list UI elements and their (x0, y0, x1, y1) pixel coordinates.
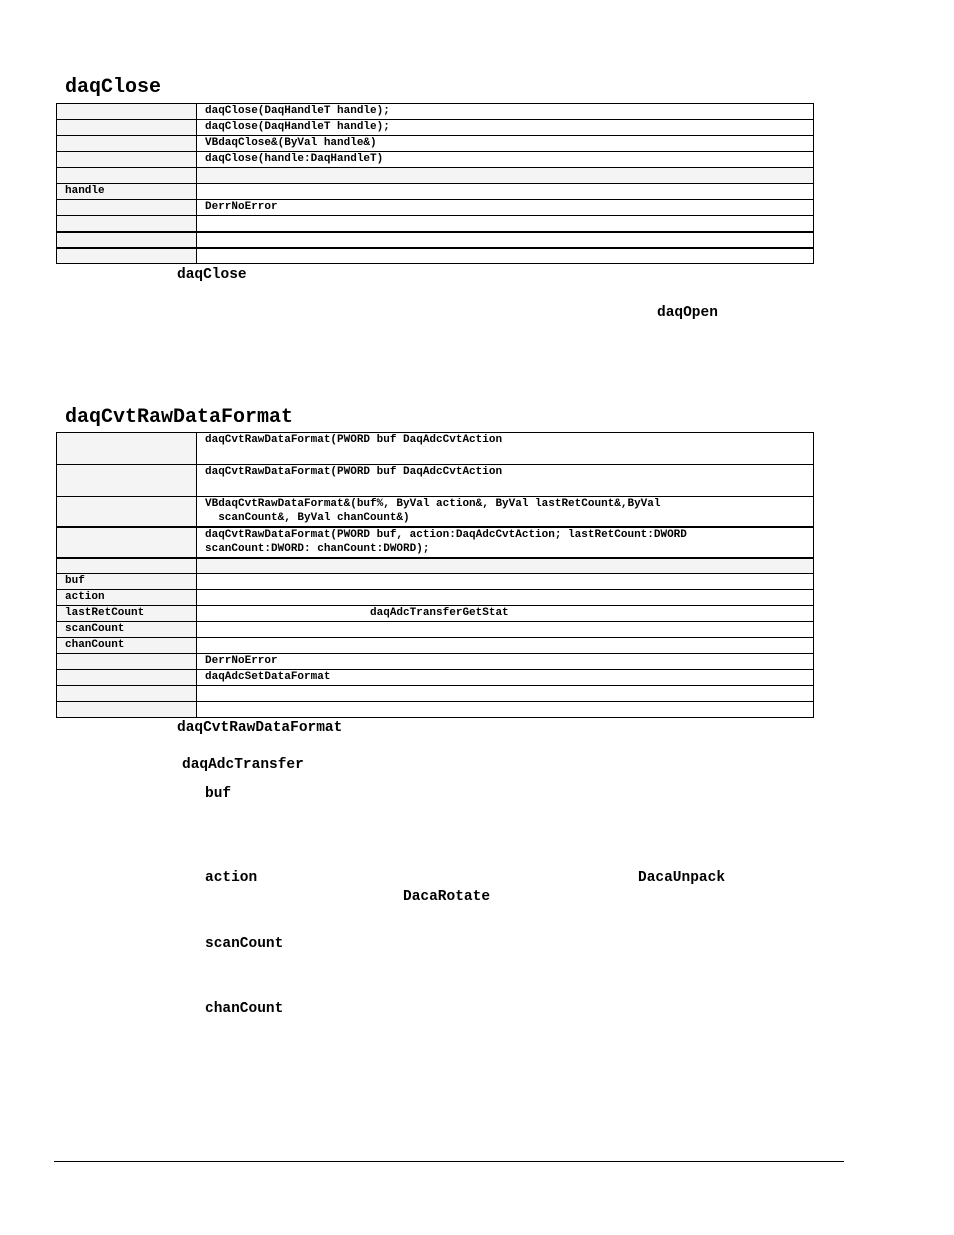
constant-dacaunpack: DacaUnpack (638, 870, 726, 886)
description-ref-daqopen: daqOpen (657, 305, 718, 321)
table-row (57, 200, 814, 216)
row-value: daqClose(DaqHandleT handle); (197, 120, 814, 136)
row-value: daqClose(DaqHandleT handle); (197, 104, 814, 120)
row-value: daqClose(handle:DaqHandleT) (197, 152, 814, 168)
table-row (57, 622, 814, 638)
table-row (57, 670, 814, 686)
row-label (57, 200, 197, 216)
description-ref-daqadctransfer: daqAdcTransfer (182, 757, 304, 773)
row-value: daqAdcSetDataFormat (197, 670, 814, 686)
row-label: chanCount (57, 638, 197, 654)
row-label (57, 558, 197, 574)
row-value: VBdaqClose&(ByVal handle&) (197, 136, 814, 152)
table-row (57, 686, 814, 702)
row-value (197, 558, 814, 574)
row-label: scanCount (57, 622, 197, 638)
row-label (57, 168, 197, 184)
row-label (57, 248, 197, 264)
row-label: action (57, 590, 197, 606)
row-label (57, 527, 197, 558)
table-row (57, 168, 814, 184)
row-label (57, 686, 197, 702)
table-row (57, 104, 814, 120)
row-value (197, 638, 814, 654)
table-row (57, 152, 814, 168)
row-label (57, 120, 197, 136)
table-row (57, 702, 814, 718)
description-ref-daqclose: daqClose (177, 267, 247, 283)
section-heading-daqclose: daqClose (65, 76, 162, 99)
row-label: buf (57, 574, 197, 590)
row-value (197, 702, 814, 718)
row-value (197, 590, 814, 606)
row-value: VBdaqCvtRawDataFormat&(buf%, ByVal action&, ByVal lastRetCount&,ByVal scanCount&, ByVal chanCount&) (197, 497, 814, 527)
row-value (197, 686, 814, 702)
table-row (57, 527, 814, 558)
table-row (57, 433, 814, 465)
table-row (57, 558, 814, 574)
table-row (57, 184, 814, 200)
row-label (57, 136, 197, 152)
row-value: DerrNoError (197, 200, 814, 216)
table-row (57, 136, 814, 152)
row-label (57, 465, 197, 497)
row-label (57, 433, 197, 465)
table-row (57, 120, 814, 136)
row-label (57, 216, 197, 232)
table-row (57, 590, 814, 606)
row-label (57, 232, 197, 248)
row-value: daqCvtRawDataFormat(PWORD buf DaqAdcCvtAction (197, 433, 814, 465)
table-row (57, 638, 814, 654)
section-heading-daqcvtrawdataformat: daqCvtRawDataFormat (65, 406, 294, 429)
param-term-scancount: scanCount (205, 936, 284, 952)
row-label (57, 702, 197, 718)
row-label (57, 497, 197, 527)
row-value (197, 232, 814, 248)
row-value (197, 216, 814, 232)
param-term-action: action (205, 870, 258, 886)
row-value (197, 622, 814, 638)
row-value: DerrNoError (197, 654, 814, 670)
table-row (57, 216, 814, 232)
row-value: daqAdcTransferGetStat (197, 606, 814, 622)
row-value (197, 248, 814, 264)
row-label (57, 654, 197, 670)
description-ref-daqcvtrawdataformat: daqCvtRawDataFormat (177, 720, 343, 736)
param-term-chancount: chanCount (205, 1001, 284, 1017)
table-row (57, 606, 814, 622)
row-label: handle (57, 184, 197, 200)
row-value (197, 574, 814, 590)
daqclose-reference-table (56, 103, 814, 264)
row-label: lastRetCount (57, 606, 197, 622)
table-row (57, 497, 814, 527)
param-term-buf: buf (205, 786, 232, 802)
table-row (57, 232, 814, 248)
row-value (197, 168, 814, 184)
table-row (57, 465, 814, 497)
row-value: daqCvtRawDataFormat(PWORD buf DaqAdcCvtAction (197, 465, 814, 497)
table-row (57, 248, 814, 264)
row-value (197, 184, 814, 200)
row-value: daqCvtRawDataFormat(PWORD buf, action:DaqAdcCvtAction; lastRetCount:DWORD scanCount:DWORD: chanCount:DWORD); (197, 527, 814, 558)
constant-dacarotate: DacaRotate (403, 889, 491, 905)
row-label (57, 104, 197, 120)
row-label (57, 152, 197, 168)
row-label (57, 670, 197, 686)
daqcvtrawdataformat-reference-table (56, 432, 814, 718)
footer-rule (54, 1161, 844, 1162)
table-row (57, 574, 814, 590)
table-row (57, 654, 814, 670)
